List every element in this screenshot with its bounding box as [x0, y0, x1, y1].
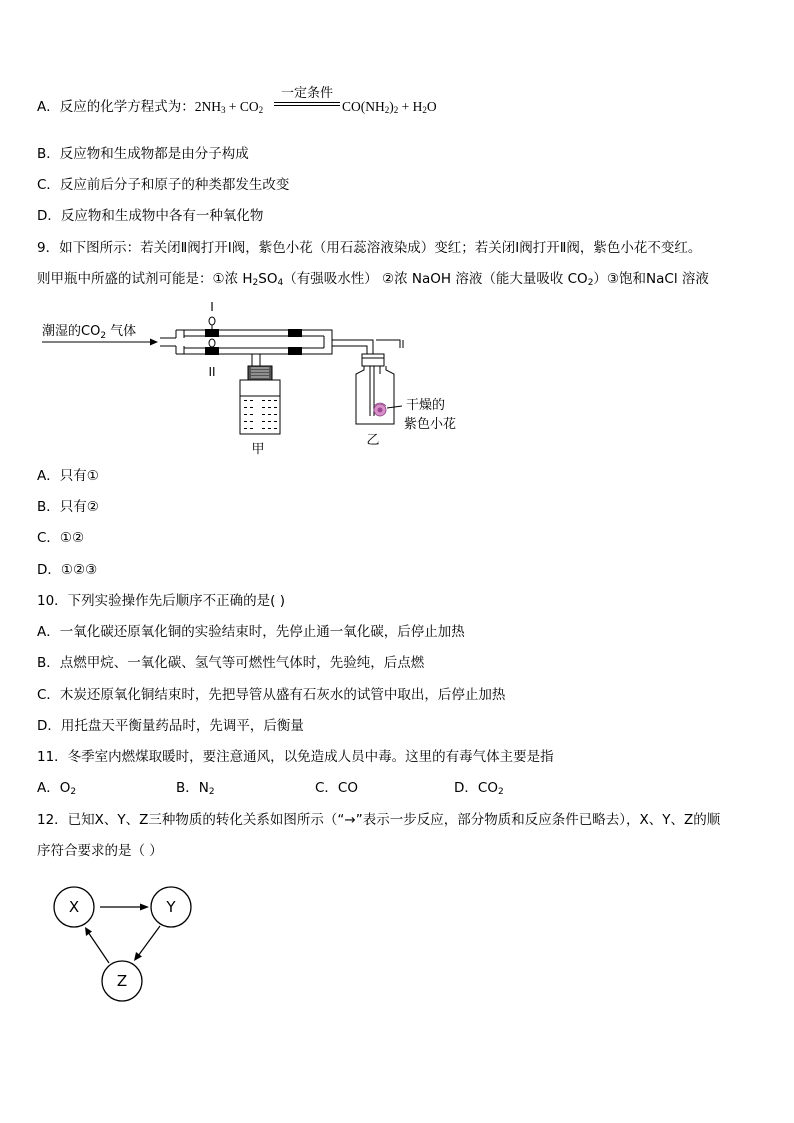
equation-condition: 一定条件: [280, 86, 333, 101]
top-connector: [288, 329, 302, 337]
arrowhead-y-to-z: [134, 952, 142, 961]
equation-lhs: $2NH_3 + CO_2$: [194, 99, 264, 115]
arrowhead-z-to-x: [85, 927, 92, 936]
bottom-connector: [288, 347, 302, 355]
equation-rhs: $CO(NH_2)_2 + H_2O$: [342, 99, 437, 115]
node-x-label: X: [68, 898, 80, 916]
q9-option-d: D．①②③: [37, 562, 98, 578]
inlet-arrowhead: [150, 339, 158, 346]
q8-option-a: [37, 97, 263, 117]
valve-i: [205, 317, 219, 337]
q9-apparatus-diagram: [40, 296, 480, 456]
gas-label: 潮湿的$CO_2$ 气体: [42, 324, 137, 341]
q11-stem: 11．冬季室内燃煤取暖时，要注意通风，以免造成人员中毒。这里的有毒气体主要是指: [37, 749, 554, 765]
q9-stem-line1: 9．如下图所示：若关闭Ⅱ阀打开Ⅰ阀，紫色小花（用石蕊溶液染成）变红；若关闭Ⅰ阀打开Ⅱ阀，紫色小花不变红。: [37, 240, 702, 256]
q8-option-b: B．反应物和生成物都是由分子构成: [37, 146, 249, 162]
q10-stem: 10．下列实验操作先后顺序不正确的是( ): [37, 593, 286, 609]
q9-option-a: A．只有①: [37, 468, 99, 484]
q10-option-c: C．木炭还原氧化铜结束时，先把导管从盛有石灰水的试管中取出，后停止加热: [37, 687, 506, 703]
tube-network: [160, 330, 403, 426]
bottle-yi-label: 乙: [366, 433, 380, 448]
flower-label-line1: 干燥的: [406, 398, 446, 413]
q12-stem-line1: 12．已知X、Y、Z三种物质的转化关系如图所示（“→”表示一步反应，部分物质和反应条件已略去），X、Y、Z的顺: [37, 812, 721, 828]
q11-option-b: B．$N_2$: [176, 780, 215, 797]
q8-option-a-prefix: A．反应的化学方程式为：: [37, 99, 195, 115]
bottle-jia-label: 甲: [251, 442, 265, 456]
q10-option-a: A．一氧化碳还原氧化铜的实验结束时，先停止通一氧化碳，后停止加热: [37, 624, 465, 640]
equation-bar-top: [274, 102, 340, 103]
arrowhead-x-to-y: [140, 904, 149, 911]
valve-i-label: I: [210, 300, 214, 314]
q9-option-b: B．只有②: [37, 499, 99, 515]
q11-option-d: D．$CO_2$: [454, 780, 504, 797]
bottle-jia: [240, 366, 280, 434]
q12-stem-line2: 序符合要求的是（ ）: [37, 843, 163, 859]
q10-option-d: D．用托盘天平衡量药品时，先调平，后衡量: [37, 718, 304, 734]
q9-option-c: C．①②: [37, 530, 85, 546]
q9-stem-line2: 则甲瓶中所盛的试剂可能是：①浓 $H_2SO_4$（有强吸水性） ②浓 NaOH 溶液（能大量吸收 $CO_2)③$饱和NaCl 溶液: [37, 271, 709, 288]
equation-bar-bottom: [274, 105, 340, 106]
node-z-label: Z: [116, 972, 128, 990]
purple-flower: [374, 403, 386, 416]
q12-cycle-diagram: [45, 880, 205, 1005]
arrow-z-to-x: [88, 932, 109, 963]
q10-option-b: B．点燃甲烷、一氧化碳、氢气等可燃性气体时，先验纯，后点燃: [37, 655, 425, 671]
valve-ii: [205, 339, 219, 355]
q11-option-a: A．$O_2$: [37, 780, 77, 797]
valve-ii-label: II: [208, 365, 216, 379]
node-y-label: Y: [166, 898, 176, 916]
flower-label-line2: 紫色小花: [404, 417, 457, 432]
q11-option-c: C．CO: [315, 780, 358, 796]
q8-option-d: D．反应物和生成物中各有一种氧化物: [37, 208, 264, 224]
arrow-y-to-z: [138, 926, 160, 956]
q8-option-c: C．反应前后分子和原子的种类都发生改变: [37, 177, 290, 193]
